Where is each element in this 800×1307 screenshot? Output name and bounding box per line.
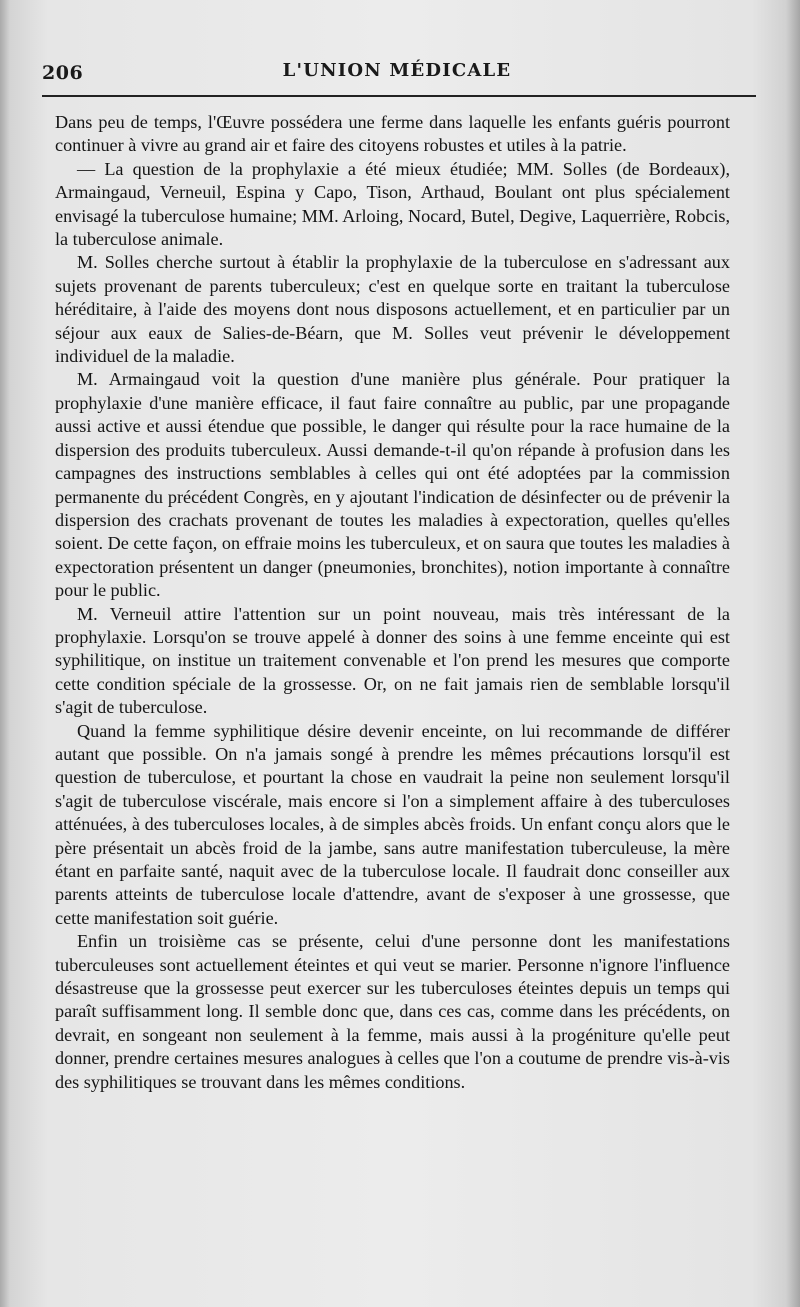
running-head bbox=[42, 58, 752, 92]
paragraph: M. Solles cherche surtout à établir la prophylaxie de la tuberculose en s'adressant aux sujets provenant de parents tuberculeux; c'est en quelque sorte en traitant la tuberculose héréditaire, à l'aide des moyens dont nous disposons actuellement, et en particulier par un séjour aux eaux de Salies-de-Béarn, que M. Solles veut prévenir le développement individuel de la maladie. bbox=[55, 252, 730, 367]
paragraph: Dans peu de temps, l'Œuvre possédera une ferme dans laquelle les enfants guéris pourront continuer à vivre au grand air et faire des citoyens robustes et utiles à la patrie. bbox=[55, 112, 730, 156]
paragraph: M. Armaingaud voit la question d'une manière plus générale. Pour pratiquer la prophylaxie d'une manière efficace, il faut faire connaître au public, par une propagande aussi active et aussi étendue que possible, le danger qui résulte pour la race humaine de la dispersion des produits tuberculeux. Aussi demande-t-il qu'on répande à profusion dans les campagnes des instructions semblables à celles qui ont été adoptées par la commission permanente du précédent Congrès, en y ajoutant l'indication de désinfecter ou de prévenir la dispersion des crachats provenant de toutes les maladies à expectoration, quelles qu'elles soient. De cette façon, on effraie moins les tuberculeux, et on saura que toutes les maladies à expectoration présentent un danger (pneumonies, bronchites), notion importante à connaître pour le public. bbox=[55, 369, 730, 601]
paragraph: Quand la femme syphilitique désire devenir enceinte, on lui recommande de différer autant que possible. On n'a jamais songé à prendre les mêmes précautions lorsqu'il est question de tuberculose, et pourtant la chose en vaudrait la peine non seulement lorsqu'il s'agit de tuberculose viscérale, mais encore si l'on a simplement affaire à des tuberculoses atténuées, à des tuberculoses locales, à de simples abcès froids. Un enfant conçu alors que le père présentait un abcès froid de la jambe, sans autre manifestation tuberculeuse, la mère étant en parfaite santé, naquit avec de la tuberculose locale. Il faudrait donc conseiller aux parents atteints de tuberculose locale d'attendre, avant de s'exposer à une grossesse, que cette manifestation soit guérie. bbox=[55, 720, 730, 928]
article-body bbox=[55, 111, 730, 1094]
header-rule bbox=[42, 95, 756, 97]
journal-title: L'UNION MÉDICALE bbox=[282, 60, 512, 81]
paragraph: — La question de la prophylaxie a été mieux étudiée; MM. Solles (de Bordeaux), Armaingaud, Verneuil, Espina y Capo, Tison, Arthaud, Boulant ont plus spécialement envisagé la tuberculose humaine; MM. Arloing, Nocard, Butel, Degive, Laquerrière, Robcis, la tuberculose animale. bbox=[55, 158, 730, 250]
paragraph: M. Verneuil attire l'attention sur un point nouveau, mais très intéressant de la prophylaxie. Lorsqu'on se trouve appelé à donner des soins à une femme enceinte qui est syphilitique, on institue un traitement convenable et l'on prend les mesures que comporte cette condition spéciale de la grossesse. Or, on ne fait jamais rien de semblable lorsqu'il s'agit de tuberculose. bbox=[55, 603, 730, 718]
page-number: 206 bbox=[42, 62, 84, 84]
page-edge-shadow bbox=[786, 0, 800, 1307]
paragraph: Enfin un troisième cas se présente, celui d'une personne dont les manifestations tuberculeuses sont actuellement éteintes et qui veut se marier. Personne n'ignore l'influence désastreuse que la grossesse peut exercer sur les tuberculoses éteintes depuis un temps qui paraît suffisamment long. Il semble donc que, dans ces cas, comme dans les précédents, on devrait, en songeant non seulement à la femme, mais aussi à la progéniture qu'elle peut donner, prendre certaines mesures analogues à celles que l'on a coutume de prendre vis-à-vis des syphilitiques se trouvant dans les mêmes conditions. bbox=[55, 931, 730, 1092]
binding-shadow bbox=[0, 0, 10, 1307]
